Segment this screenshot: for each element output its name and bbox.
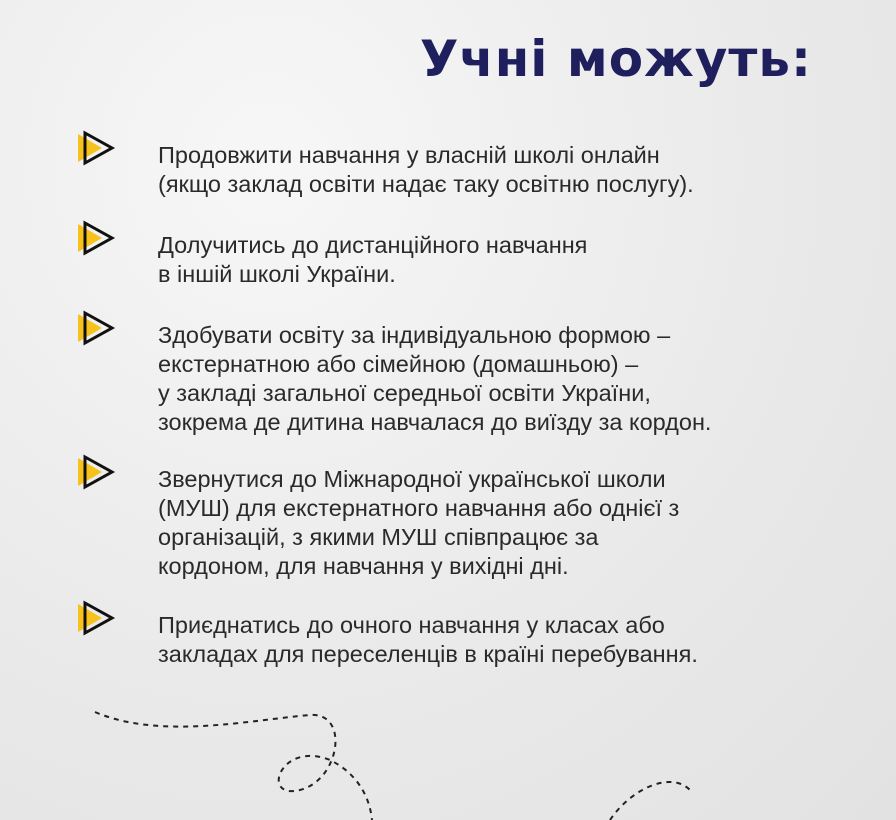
list-item (76, 598, 698, 669)
list-item (76, 452, 679, 581)
item-text (158, 321, 711, 437)
item-text (158, 611, 698, 669)
item-text-line: Звернутися до Міжнародної української школи (158, 466, 666, 492)
play-arrow-icon (76, 218, 122, 258)
item-text-line: у закладі загальної середньої освіти України, (158, 380, 651, 406)
play-arrow-icon (76, 308, 122, 348)
item-text (158, 231, 587, 289)
item-text-line: Продовжити навчання у власній школі онлайн (158, 142, 660, 168)
list-item (76, 128, 694, 199)
item-text-line: організацій, з якими МУШ співпрацює за (158, 524, 599, 550)
play-arrow-icon (76, 128, 122, 168)
play-arrow-icon (76, 452, 122, 492)
list-item (76, 308, 711, 437)
item-text-line: екстернатною або сімейною (домашньою) – (158, 351, 639, 377)
item-text-line: Здобувати освіту за індивідуальною формою – (158, 322, 671, 348)
item-text (158, 465, 679, 581)
page-title: Учні можуть: (419, 30, 812, 88)
play-arrow-icon (76, 598, 122, 638)
item-text-line: Долучитись до дистанційного навчання (158, 232, 588, 258)
item-text-line: закладах для переселенців в країні перебування. (158, 641, 698, 667)
item-text-line: в іншій школі України. (158, 261, 396, 287)
item-text-line: зокрема де дитина навчалася до виїзду за кордон. (158, 409, 712, 435)
item-text-line: Приєднатись до очного навчання у класах або (158, 612, 665, 638)
item-text (158, 141, 694, 199)
item-text-line: (якщо заклад освіти надає таку освітню послугу). (158, 171, 694, 197)
item-text-line: кордоном, для навчання у вихідні дні. (158, 553, 569, 579)
item-text-line: (МУШ) для екстернатного навчання або однієї з (158, 495, 680, 521)
list-item (76, 218, 587, 289)
